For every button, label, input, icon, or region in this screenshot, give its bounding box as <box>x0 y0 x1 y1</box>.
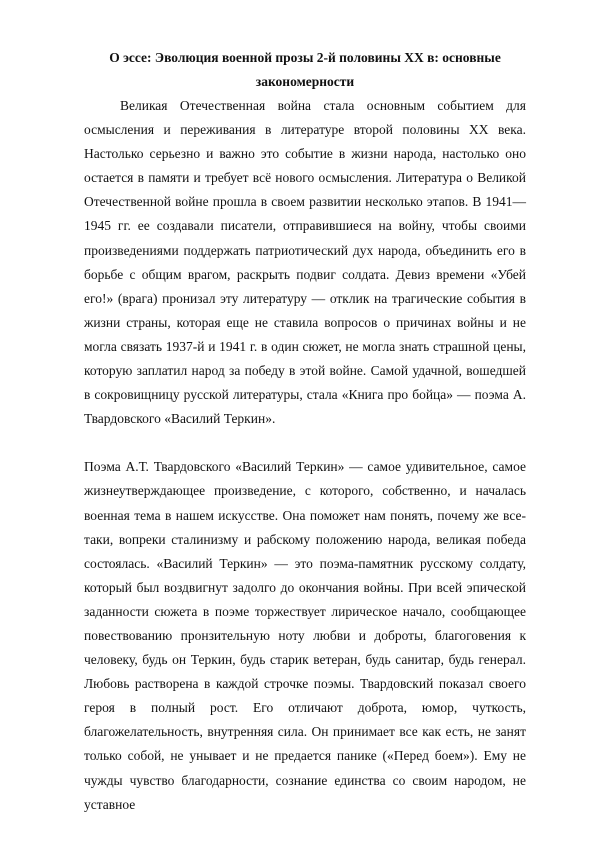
paragraph-2: Поэма А.Т. Твардовского «Василий Теркин» — самое удивительное, самое жизнеутверждающее произведение, с которого, собственно, и началась военная тема в нашем искусстве. Она поможет нам понять, почему же все-таки, вопреки сталинизму и рабскому положению народа, великая победа состоялась. «Василий Теркин» — это поэма-памятник русскому солдату, который был воздвигнут задолго до окончания войны. При всей эпической заданности сюжета в поэме торжествует лирическое начало, сообщающее повествованию пронзительную ноту любви и доброты, благоговения к человеку, будь он Теркин, будь старик ветеран, будь санитар, будь генерал. Любовь растворена в каждой строчке поэмы. Твардовский показал своего героя в полный рост. Его отличают доброта, юмор, чуткость, благожелательность, внутренняя сила. Он принимает все как есть, не занят только собой, не унывает и не предается панике («Перед боем»). Ему не чужды чувство благодарности, сознание единства со своим народом, не уставное <box>84 459 526 812</box>
paragraph-1: Великая Отечественная война стала основным событием для осмысления и переживания в литературе второй половины XX века. Настолько серьезно и важно это событие в жизни народа, настолько оно остается в памяти и требует всё нового осмысления. Литература о Великой Отечественной войне прошла в своем развитии несколько этапов. В 1941—1945 гг. ее создавали писатели, отправившиеся на войну, чтобы своими произведениями поддержать патриотический дух народа, объединить его в борьбе с общим врагом, раскрыть подвиг солдата. Девиз времени «Убей его!» (врага) пронизал эту литературу — отклик на трагические события в жизни страны, которая еще не ставила вопросов о причинах войны и не могла связать 1937-й и 1941 г. в один сюжет, не могла знать страшной цены, которую заплатил народ за победу в этой войне. Самой удачной, вошедшей в сокровищницу русской литературы, стала «Книга про бойца» — поэма А. Твардовского «Василий Теркин». <box>84 98 526 427</box>
document-page <box>84 46 526 817</box>
document-title: О эссе: Эволюция военной прозы 2-й половины XX в: основные закономерности <box>109 50 501 89</box>
paragraph-gap <box>84 431 526 455</box>
